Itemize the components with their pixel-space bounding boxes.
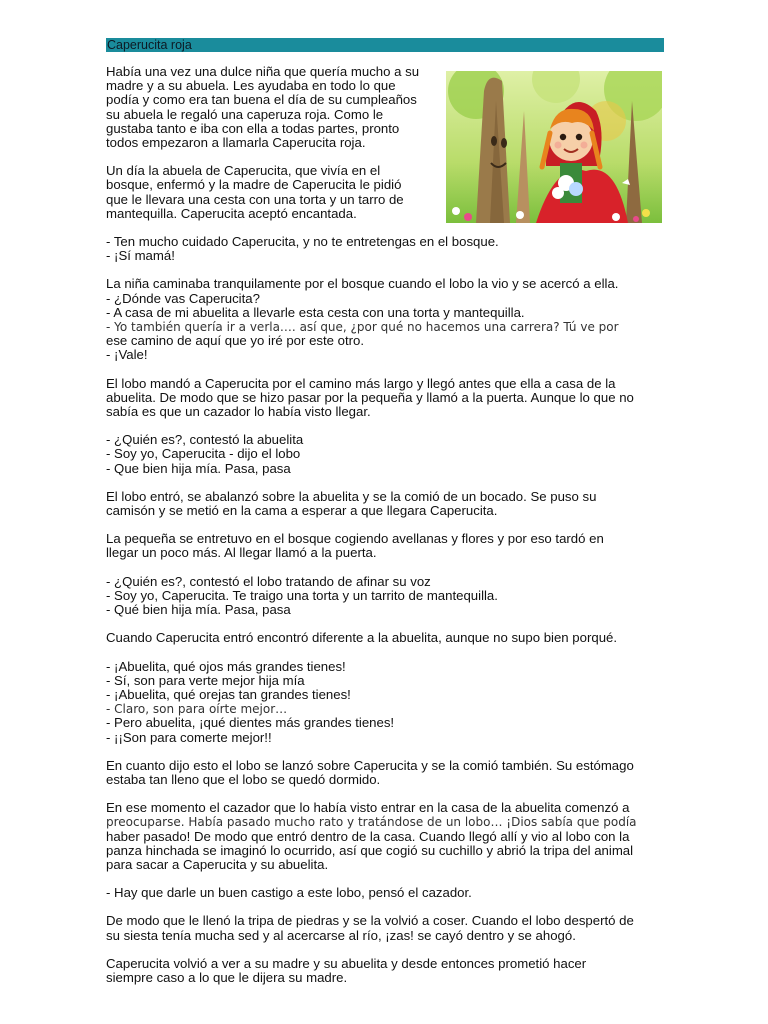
paragraph [106, 631, 666, 645]
text-line: podía y como era tan buena el día de su cumpleaños [106, 92, 417, 108]
text-line: En ese momento el cazador que lo había visto entrar en la casa de la abuelita comenzó a [106, 800, 630, 816]
text-line: El lobo entró, se abalanzó sobre la abuelita y se la comió de un bocado. Se puso su [106, 488, 597, 504]
text-line: - ¿Quién es?, contestó la abuelita [106, 432, 304, 448]
text-line: - Soy yo, Caperucita - dijo el lobo [106, 446, 301, 462]
paragraph [106, 886, 666, 900]
text-line: siempre caso a lo que le dijera su madre. [106, 969, 348, 985]
text-line: gustaba tanto e iba con ella a todas partes, pronto [106, 120, 400, 136]
text-line: ese camino de aquí que yo iré por este otro. [106, 333, 365, 349]
text-line: - ¡¡Son para comerte mejor!! [106, 729, 272, 745]
paragraph [106, 660, 666, 745]
paragraph [106, 759, 666, 787]
paragraph [106, 957, 666, 985]
paragraph [106, 277, 666, 362]
text-line: - ¿Dónde vas Caperucita? [106, 290, 260, 306]
text-line: sabía es que un cazador lo había visto llegar. [106, 404, 371, 420]
paragraph [106, 575, 666, 618]
text-line: su abuela le regaló una caperuza roja. Como le [106, 106, 384, 122]
text-line: llegar un poco más. Al llegar llamó a la puerta. [106, 545, 377, 561]
text-line: bosque, enfermó y la madre de Caperucita le pidió [106, 177, 402, 193]
paragraph [106, 377, 666, 420]
text-line: - Sí, son para verte mejor hija mía [106, 672, 305, 688]
text-line: - ¡Abuelita, qué ojos más grandes tienes! [106, 658, 346, 674]
text-line: - ¿Quién es?, contestó el lobo tratando de afinar su voz [106, 573, 431, 589]
text-line: - Soy yo, Caperucita. Te traigo una torta y un tarrito de mantequilla. [106, 587, 498, 603]
text-line: haber pasado! De modo que entró dentro de la casa. Cuando llegó allí y vio al lobo con la [106, 828, 630, 844]
text-line: - Qué bien hija mía. Pasa, pasa [106, 602, 291, 618]
text-line: El lobo mandó a Caperucita por el camino más largo y llegó antes que ella a casa de la [106, 375, 616, 391]
text-line: madre y a su abuela. Les ayudaba en todo lo que [106, 78, 396, 94]
paragraph [106, 433, 666, 476]
paragraph [106, 914, 666, 942]
text-line: - ¡Vale! [106, 347, 148, 363]
text-line: para sacar a Caperucita y su abuelita. [106, 856, 329, 872]
text-line: - Hay que darle un buen castigo a este lobo, pensó el cazador. [106, 885, 472, 901]
text-line: que le llevara una cesta con una torta y un tarro de [106, 191, 404, 207]
text-line: mantequilla. Caperucita aceptó encantada. [106, 205, 357, 221]
text-line: Un día la abuela de Caperucita, que vivía en el [106, 163, 381, 179]
title-bar [106, 38, 664, 52]
text-line: En cuanto dijo esto el lobo se lanzó sobre Caperucita y se la comió también. Su estómago [106, 757, 634, 773]
document-title: Caperucita roja [107, 38, 192, 52]
text-line: De modo que le llenó la tripa de piedras y se la volvió a coser. Cuando el lobo despertó de [106, 913, 634, 929]
text-line: La niña caminaba tranquilamente por el bosque cuando el lobo la vio y se acercó a ella. [106, 276, 619, 292]
text-line: - Claro, son para oírte mejor… [106, 702, 288, 717]
text-line: su siesta tenía mucha sed y al acercarse al río, ¡zas! se cayó dentro y se ahogó. [106, 927, 576, 943]
text-line: - Pero abuelita, ¡qué dientes más grandes tienes! [106, 715, 395, 731]
text-line: estaba tan lleno que el lobo se quedó dormido. [106, 771, 381, 787]
paragraph [106, 65, 441, 150]
text-line: - A casa de mi abuelita a llevarle esta cesta con una torta y mantequilla. [106, 304, 525, 320]
story-text [106, 65, 666, 999]
text-line: preocuparse. Había pasado mucho rato y tratándose de un lobo… ¡Dios sabía que podía [106, 815, 637, 830]
text-line: Había una vez una dulce niña que quería mucho a su [106, 64, 420, 79]
text-line: La pequeña se entretuvo en el bosque cogiendo avellanas y flores y por eso tardó en [106, 531, 604, 547]
paragraph [106, 164, 441, 221]
text-line: panza hinchada se imaginó lo ocurrido, así que cogió su cuchillo y abrió la tripa del animal [106, 842, 634, 858]
text-line: - Que bien hija mía. Pasa, pasa [106, 460, 291, 476]
paragraph [106, 801, 666, 872]
text-line: todos empezaron a llamarla Caperucita roja. [106, 135, 366, 151]
text-line: abuelita. De modo que se hizo pasar por la pequeña y llamó a la puerta. Aunque lo que no [106, 389, 634, 405]
paragraph [106, 490, 666, 518]
text-line: - Yo también quería ir a verla…. así que, ¿por qué no hacemos una carrera? Tú ve por [106, 320, 619, 335]
text-line: Caperucita volvió a ver a su madre y su abuelita y desde entonces prometió hacer [106, 955, 587, 971]
text-line: - ¡Abuelita, qué orejas tan grandes tienes! [106, 686, 351, 702]
text-line: - ¡Sí mamá! [106, 248, 175, 264]
text-line: - Ten mucho cuidado Caperucita, y no te entretengas en el bosque. [106, 234, 499, 250]
paragraph [106, 235, 666, 263]
paragraph [106, 532, 666, 560]
text-line: camisón y se metió en la cama a esperar a que llegara Caperucita. [106, 503, 498, 519]
text-line: Cuando Caperucita entró encontró diferente a la abuelita, aunque no supo bien porqué. [106, 630, 618, 646]
